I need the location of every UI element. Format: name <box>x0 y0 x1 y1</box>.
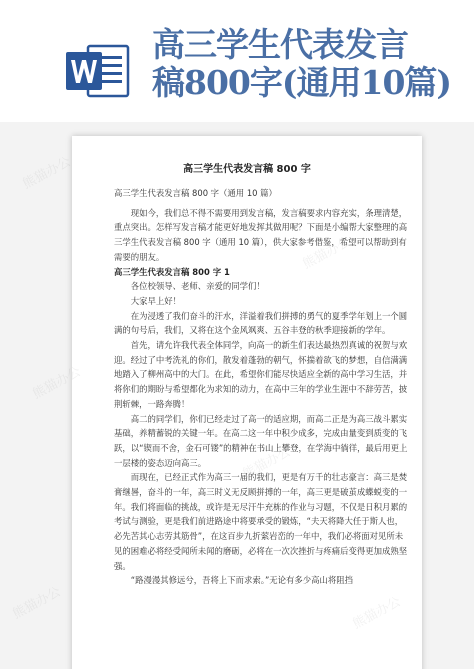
banner-title-line-1: 高三学生代表发言 <box>152 25 408 64</box>
banner <box>0 0 474 122</box>
document-preview-area <box>0 122 474 669</box>
body-paragraph: 而现在，已经正式作为高三一届的我们，更是有万千的壮志豪言：高三是焚膏继晷，奋斗的一年，高三时义无反顾拼搏的一年，高三更是破茧成蝶蜕变的一年。我们将面临的挑战，或许是无尽汗牛充栋的作业与习题，不仅是日积月累的考试与测验，更是我们前进路途中将要承受的锻炼，“夫天将降大任于斯人也，必先苦其心志劳其筋骨”，在这百步九折萦岩峦的一年中，我们必将面对见所未见的困难必将经受闻所未闻的磨砺，必将在一次次挫折与疼痛后变得更加成熟坚强。 <box>114 472 408 571</box>
document-body <box>114 186 410 588</box>
watermark: 熊猫办公 <box>30 364 84 403</box>
body-paragraph: 首先，请允许我代表全体同学，向高一的新生们表达最热烈真诚的祝贺与欢迎。经过了中考洗礼的你们，散发着蓬勃的朝气，怀揣着欲飞的梦想，自信满满地踏入了柳州高中的大门。在此，希望你们能尽快适应全新的高中学习生活，并将你们的期盼与希望都化为求知的动力，在高中三年的学业生涯中不辞劳苦，披荆斩棘，一路奔腾！ <box>114 340 408 409</box>
body-paragraph: 高二的同学们，你们已经走过了高一的适应期，而高二正是为高三战斗累实基础，养精蓄锐的关键一年。在高二这一年中积少成多，完成由量变到质变的飞跃，以“锲而不舍，金石可镂”的精神在书山上攀登，在学海中徜徉，最后用更上一层楼的姿态迈向高三。 <box>114 413 408 468</box>
word-document-icon <box>64 42 132 100</box>
watermark: 熊猫办公 <box>10 584 64 623</box>
banner-title <box>152 26 468 102</box>
body-paragraph: 在为浸透了我们奋斗的汗水，洋溢着我们拼搏的勇气的夏季学年划上一个圆满的句号后，我们，又将在这个金风飒爽、五谷丰登的秋季迎接新的学年。 <box>114 310 408 336</box>
document-subtitle: 高三学生代表发言稿 800 字（通用 10 篇） <box>114 188 277 198</box>
intro-paragraph: 现如今，我们总不得不需要用到发言稿，发言稿要求内容充实，条理清楚，重点突出。怎样写发言稿才能更好地发挥其做用呢？下面是小编帮大家整理的高三学生代表发言稿 800 字（通用 10 篇），供大家参考借鉴，希望可以帮助到有需要的朋友。 <box>114 207 408 262</box>
banner-title-line-2: 稿800字(通用10篇) <box>152 63 452 102</box>
document-page <box>72 136 422 669</box>
body-paragraph: “路漫漫其修远兮，吾将上下而求索。”无论有多少高山将阻挡 <box>130 575 354 586</box>
document-title: 高三学生代表发言稿 800 字 <box>183 164 311 175</box>
section-heading: 高三学生代表发言稿 800 字 1 <box>114 266 230 277</box>
greeting-line: 大家早上好！ <box>130 295 182 306</box>
greeting-line: 各位校领导、老师、亲爱的同学们！ <box>130 281 265 292</box>
watermark: 熊猫办公 <box>20 154 74 193</box>
